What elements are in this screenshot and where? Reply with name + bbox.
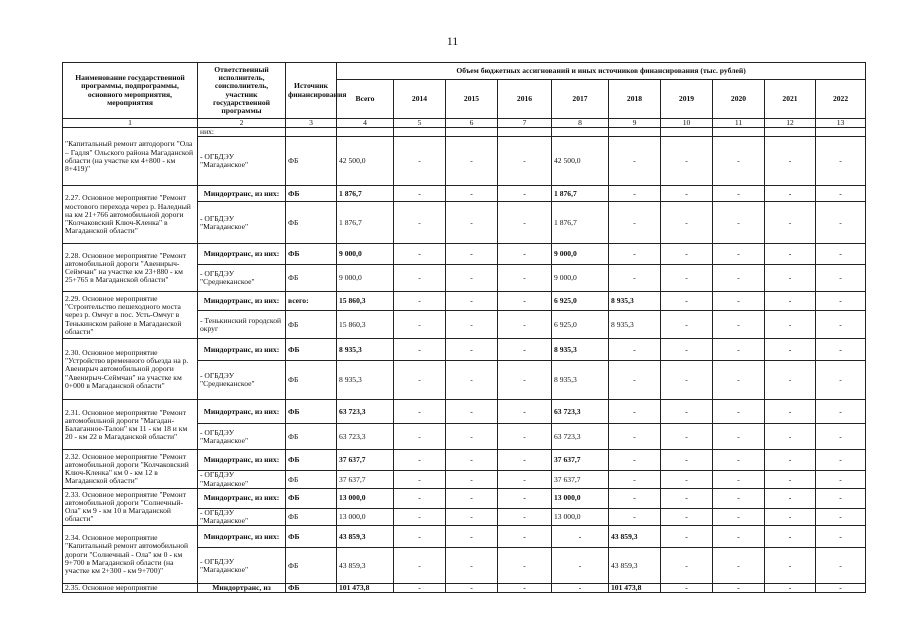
activity-name: 2.30. Основное мероприятие "Устройство временного объезда на р. Авенирыч автомобильной дороги "Авенирыч-Сеймчан" на участке км 0+000 в Магаданской области" (63, 339, 198, 400)
year-amount-2015: - (446, 202, 498, 244)
year-amount-2016: - (498, 450, 552, 471)
table-row (63, 292, 866, 311)
year-amount-2014: - (394, 339, 446, 361)
year-amount-2019: - (661, 265, 713, 292)
year-amount-2017: 63 723,3 (552, 400, 609, 424)
total-amount: 1 876,7 (337, 202, 394, 244)
year-amount-2014: - (394, 471, 446, 488)
year-amount-2015: - (446, 526, 498, 548)
year-amount-2021: - (765, 548, 816, 584)
header-year-2015: 2015 (446, 80, 498, 119)
year-amount-2022: - (816, 361, 866, 400)
year-amount-2014: - (394, 137, 446, 186)
year-amount-2017: 37 637,7 (552, 471, 609, 488)
year-amount-2022: - (816, 584, 866, 593)
responsible-executor: Миндортранс, из них: (198, 526, 286, 548)
year-amount-2014: - (394, 244, 446, 265)
year-amount-2015: - (446, 488, 498, 508)
header-year-2016: 2016 (498, 80, 552, 119)
header-year-2021: 2021 (765, 80, 816, 119)
year-amount-2015: - (446, 265, 498, 292)
year-amount-2016: - (498, 339, 552, 361)
year-amount-2014: - (394, 400, 446, 424)
activity-name: 2.34. Основное мероприятие "Капитальный ремонт автомобильной дороги "Солнечный - Ола" км 0 - км 9+700 в Магаданской области (на участке км 2+300 - км 9+700)" (63, 526, 198, 584)
header-year-2018: 2018 (609, 80, 661, 119)
year-amount-2018: - (609, 471, 661, 488)
responsible-executor: Миндортранс, из них: (198, 292, 286, 311)
year-amount-2021: - (765, 202, 816, 244)
year-amount-2017: 42 500,0 (552, 137, 609, 186)
year-amount-2016: - (498, 584, 552, 593)
table-row (63, 584, 866, 593)
year-amount-2022: - (816, 424, 866, 450)
responsible-executor: Миндортранс, из них: (198, 400, 286, 424)
year-amount-2015: - (446, 424, 498, 450)
responsible-executor: - ОГБДЭУ "Магаданское" (198, 471, 286, 488)
year-amount-2019: - (661, 488, 713, 508)
year-amount-2016: - (498, 424, 552, 450)
year-amount-2015: - (446, 548, 498, 584)
table-row (63, 526, 866, 548)
year-amount-2020: - (713, 244, 765, 265)
year-amount-2020: - (713, 488, 765, 508)
responsible-executor: - ОГБДЭУ "Магаданское" (198, 508, 286, 525)
year-amount-2020: - (713, 526, 765, 548)
year-amount-2018: - (609, 339, 661, 361)
year-amount-2014: - (394, 548, 446, 584)
funding-source: ФБ (286, 137, 337, 186)
year-amount-2019: - (661, 584, 713, 593)
year-amount-2020 (713, 128, 765, 137)
year-amount-2017 (552, 128, 609, 137)
funding-source: ФБ (286, 584, 337, 593)
year-amount-2021: - (765, 508, 816, 525)
year-amount-2014: - (394, 424, 446, 450)
year-amount-2022: - (816, 137, 866, 186)
funding-source: ФБ (286, 548, 337, 584)
table-row (63, 244, 866, 265)
year-amount-2016: - (498, 186, 552, 202)
year-amount-2020: - (713, 265, 765, 292)
activity-name: 2.28. Основное мероприятие "Ремонт автомобильной дороги "Авенирыч-Сеймчан" на участке км 23+880 - км 25+765 в Магаданской области" (63, 244, 198, 292)
responsible-executor: Миндортранс, из них: (198, 186, 286, 202)
year-amount-2019: - (661, 311, 713, 339)
year-amount-2021: - (765, 265, 816, 292)
year-amount-2021: - (765, 584, 816, 593)
responsible-executor: - ОГБДЭУ "Магаданское" (198, 202, 286, 244)
column-number: 6 (446, 119, 498, 128)
responsible-executor: - ОГБДЭУ "Среднеканское" (198, 361, 286, 400)
year-amount-2019: - (661, 508, 713, 525)
year-amount-2016 (498, 128, 552, 137)
header-year-2014: 2014 (394, 80, 446, 119)
year-amount-2015: - (446, 137, 498, 186)
year-amount-2019: - (661, 244, 713, 265)
column-number: 11 (713, 119, 765, 128)
year-amount-2017: 1 876,7 (552, 202, 609, 244)
column-number: 3 (286, 119, 337, 128)
year-amount-2016: - (498, 292, 552, 311)
year-amount-2022: - (816, 450, 866, 471)
year-amount-2021 (765, 128, 816, 137)
year-amount-2014: - (394, 311, 446, 339)
year-amount-2021: - (765, 137, 816, 186)
year-amount-2019: - (661, 292, 713, 311)
year-amount-2019: - (661, 471, 713, 488)
year-amount-2021: - (765, 311, 816, 339)
responsible-executor: Миндортранс, из (198, 584, 286, 593)
column-number: 9 (609, 119, 661, 128)
column-number: 5 (394, 119, 446, 128)
page-number: 11 (446, 34, 459, 48)
year-amount-2014 (394, 128, 446, 137)
year-amount-2017: 6 925,0 (552, 292, 609, 311)
year-amount-2015: - (446, 292, 498, 311)
year-amount-2021: - (765, 488, 816, 508)
year-amount-2019: - (661, 339, 713, 361)
total-amount: 42 500,0 (337, 137, 394, 186)
year-amount-2020: - (713, 508, 765, 525)
year-amount-2016: - (498, 471, 552, 488)
year-amount-2018: - (609, 424, 661, 450)
header-responsible: Ответственный исполнитель, соисполнитель, участник государственной программы (198, 63, 286, 119)
total-amount: 37 637,7 (337, 450, 394, 471)
year-amount-2015: - (446, 400, 498, 424)
header-name: Наименование государственной программы, подпрограммы, основного мероприятия, мероприятия (63, 63, 198, 119)
year-amount-2020: - (713, 311, 765, 339)
year-amount-2020: - (713, 424, 765, 450)
funding-source: ФБ (286, 450, 337, 471)
year-amount-2016: - (498, 508, 552, 525)
year-amount-2017: 1 876,7 (552, 186, 609, 202)
funding-source: ФБ (286, 488, 337, 508)
responsible-executor: них: (198, 128, 286, 137)
year-amount-2020: - (713, 292, 765, 311)
table-row (63, 186, 866, 202)
year-amount-2016: - (498, 311, 552, 339)
year-amount-2021: - (765, 424, 816, 450)
column-number: 1 (63, 119, 198, 128)
year-amount-2018: - (609, 202, 661, 244)
year-amount-2020: - (713, 450, 765, 471)
activity-name: 2.32. Основное мероприятие "Ремонт автомобильной дороги "Колчаковский Ключ-Кленка" км 0 - км 12 в Магаданской области" (63, 450, 198, 488)
year-amount-2018 (609, 128, 661, 137)
year-amount-2017: 37 637,7 (552, 450, 609, 471)
year-amount-2022: - (816, 292, 866, 311)
responsible-executor: - ОГБДЭУ "Магаданское" (198, 137, 286, 186)
total-amount: 9 000,0 (337, 265, 394, 292)
year-amount-2015: - (446, 361, 498, 400)
year-amount-2016: - (498, 244, 552, 265)
year-amount-2017: 63 723,3 (552, 424, 609, 450)
activity-name: "Капитальный ремонт автодороги "Ола – Гадля" Ольского района Магаданской области (на участке км 4+800 - км 8+419)" (63, 128, 198, 186)
year-amount-2016: - (498, 400, 552, 424)
total-amount: 1 876,7 (337, 186, 394, 202)
year-amount-2021: - (765, 450, 816, 471)
year-amount-2020: - (713, 471, 765, 488)
year-amount-2022 (816, 128, 866, 137)
table-row (63, 450, 866, 471)
year-amount-2020: - (713, 400, 765, 424)
year-amount-2019: - (661, 548, 713, 584)
year-amount-2015: - (446, 339, 498, 361)
year-amount-2017: 13 000,0 (552, 508, 609, 525)
funding-source: ФБ (286, 361, 337, 400)
total-amount: 43 859,3 (337, 526, 394, 548)
activity-name: 2.29. Основное мероприятие "Строительство пешеходного моста через р. Омчуг в пос. Усть-Омчуг в Тенькинском районе в Магаданской области" (63, 292, 198, 339)
total-amount (337, 128, 394, 137)
year-amount-2017: 9 000,0 (552, 244, 609, 265)
responsible-executor: - ОГБДЭУ "Среднеканское" (198, 265, 286, 292)
year-amount-2019: - (661, 424, 713, 450)
year-amount-2021: - (765, 471, 816, 488)
table-row (63, 339, 866, 361)
year-amount-2022: - (816, 471, 866, 488)
year-amount-2018: 43 859,3 (609, 548, 661, 584)
year-amount-2015: - (446, 584, 498, 593)
year-amount-2022: - (816, 508, 866, 525)
year-amount-2018: 8 935,3 (609, 311, 661, 339)
funding-source (286, 128, 337, 137)
header-budget-group: Объем бюджетных ассигнований и иных источников финансирования (тыс. рублей) (337, 63, 866, 80)
year-amount-2014: - (394, 584, 446, 593)
year-amount-2018: - (609, 361, 661, 400)
table-row (63, 400, 866, 424)
year-amount-2015: - (446, 311, 498, 339)
year-amount-2018: - (609, 137, 661, 186)
funding-source: ФБ (286, 471, 337, 488)
activity-name: 2.35. Основное мероприятие (63, 584, 198, 593)
year-amount-2022: - (816, 526, 866, 548)
year-amount-2019: - (661, 400, 713, 424)
header-source: Источник финансирования (286, 63, 337, 119)
total-amount: 13 000,0 (337, 508, 394, 525)
year-amount-2020: - (713, 186, 765, 202)
funding-source: ФБ (286, 339, 337, 361)
year-amount-2016: - (498, 265, 552, 292)
year-amount-2015: - (446, 186, 498, 202)
funding-source: всего: (286, 292, 337, 311)
year-amount-2022: - (816, 488, 866, 508)
year-amount-2022: - (816, 186, 866, 202)
total-amount: 37 637,7 (337, 471, 394, 488)
funding-source: ФБ (286, 400, 337, 424)
year-amount-2016: - (498, 488, 552, 508)
year-amount-2016: - (498, 137, 552, 186)
total-amount: 13 000,0 (337, 488, 394, 508)
year-amount-2018: - (609, 244, 661, 265)
year-amount-2022: - (816, 400, 866, 424)
responsible-executor: Миндортранс, из них: (198, 450, 286, 471)
year-amount-2015: - (446, 471, 498, 488)
year-amount-2022: - (816, 202, 866, 244)
activity-name: 2.33. Основное мероприятие "Ремонт автомобильной дороги "Солнечный-Ола" км 9 - км 10 в Магаданской области" (63, 488, 198, 525)
total-amount: 43 859,3 (337, 548, 394, 584)
header-year-2022: 2022 (816, 80, 866, 119)
total-amount: 101 473,8 (337, 584, 394, 593)
year-amount-2021: - (765, 361, 816, 400)
funding-source: ФБ (286, 202, 337, 244)
column-number: 10 (661, 119, 713, 128)
year-amount-2020: - (713, 339, 765, 361)
year-amount-2017: 13 000,0 (552, 488, 609, 508)
year-amount-2015: - (446, 508, 498, 525)
column-number: 4 (337, 119, 394, 128)
total-amount: 63 723,3 (337, 424, 394, 450)
year-amount-2017: - (552, 548, 609, 584)
funding-source: ФБ (286, 244, 337, 265)
header-total: Всего (337, 80, 394, 119)
year-amount-2014: - (394, 526, 446, 548)
year-amount-2019 (661, 128, 713, 137)
year-amount-2017: - (552, 526, 609, 548)
funding-source: ФБ (286, 186, 337, 202)
year-amount-2019: - (661, 137, 713, 186)
total-amount: 63 723,3 (337, 400, 394, 424)
responsible-executor: Миндортранс, из них: (198, 244, 286, 265)
funding-source: ФБ (286, 508, 337, 525)
year-amount-2022: - (816, 339, 866, 361)
year-amount-2022: - (816, 311, 866, 339)
year-amount-2017: - (552, 584, 609, 593)
header-year-2019: 2019 (661, 80, 713, 119)
year-amount-2018: - (609, 265, 661, 292)
year-amount-2021: - (765, 400, 816, 424)
year-amount-2014: - (394, 292, 446, 311)
year-amount-2020: - (713, 202, 765, 244)
year-amount-2015: - (446, 450, 498, 471)
year-amount-2020: - (713, 361, 765, 400)
year-amount-2015 (446, 128, 498, 137)
header-year-2020: 2020 (713, 80, 765, 119)
responsible-executor: - ОГБДЭУ "Магаданское" (198, 424, 286, 450)
year-amount-2018: - (609, 488, 661, 508)
year-amount-2016: - (498, 548, 552, 584)
responsible-executor: Миндортранс, из них: (198, 339, 286, 361)
year-amount-2018: 43 859,3 (609, 526, 661, 548)
year-amount-2021: - (765, 244, 816, 265)
column-number: 2 (198, 119, 286, 128)
total-amount: 15 860,3 (337, 311, 394, 339)
year-amount-2021: - (765, 186, 816, 202)
year-amount-2014: - (394, 508, 446, 525)
year-amount-2017: 9 000,0 (552, 265, 609, 292)
year-amount-2014: - (394, 450, 446, 471)
responsible-executor: - ОГБДЭУ "Магаданское" (198, 548, 286, 584)
column-number: 12 (765, 119, 816, 128)
year-amount-2014: - (394, 361, 446, 400)
year-amount-2021: - (765, 526, 816, 548)
funding-source: ФБ (286, 265, 337, 292)
year-amount-2018: 101 473,8 (609, 584, 661, 593)
year-amount-2016: - (498, 361, 552, 400)
funding-source: ФБ (286, 526, 337, 548)
year-amount-2014: - (394, 488, 446, 508)
year-amount-2022: - (816, 548, 866, 584)
activity-name: 2.31. Основное мероприятие "Ремонт автомобильной дороги "Магадан-Балаганное-Талон" км 11 - км 18 и км 20 - км 22 в Магаданской области" (63, 400, 198, 450)
column-number: 13 (816, 119, 866, 128)
year-amount-2022: - (816, 244, 866, 265)
year-amount-2020: - (713, 548, 765, 584)
year-amount-2021: - (765, 339, 816, 361)
year-amount-2014: - (394, 265, 446, 292)
funding-source: ФБ (286, 311, 337, 339)
year-amount-2018: - (609, 508, 661, 525)
total-amount: 9 000,0 (337, 244, 394, 265)
year-amount-2018: 8 935,3 (609, 292, 661, 311)
year-amount-2020: - (713, 584, 765, 593)
column-number: 8 (552, 119, 609, 128)
responsible-executor: Миндортранс, из них: (198, 488, 286, 508)
year-amount-2022: - (816, 265, 866, 292)
responsible-executor: - Тенькинский городской округ (198, 311, 286, 339)
total-amount: 8 935,3 (337, 361, 394, 400)
total-amount: 8 935,3 (337, 339, 394, 361)
year-amount-2016: - (498, 526, 552, 548)
year-amount-2017: 8 935,3 (552, 339, 609, 361)
year-amount-2018: - (609, 450, 661, 471)
year-amount-2015: - (446, 244, 498, 265)
budget-table (62, 62, 866, 593)
year-amount-2014: - (394, 186, 446, 202)
activity-name: 2.27. Основное мероприятие "Ремонт мостового перехода через р. Наледный на км 21+766 автомобильной дороги "Колчаковский Ключ-Кленка" в Магаданской области" (63, 186, 198, 244)
funding-source: ФБ (286, 424, 337, 450)
total-amount: 15 860,3 (337, 292, 394, 311)
year-amount-2019: - (661, 361, 713, 400)
year-amount-2016: - (498, 202, 552, 244)
column-number: 7 (498, 119, 552, 128)
year-amount-2018: - (609, 400, 661, 424)
table-row (63, 488, 866, 508)
year-amount-2020: - (713, 137, 765, 186)
year-amount-2018: - (609, 186, 661, 202)
year-amount-2014: - (394, 202, 446, 244)
year-amount-2019: - (661, 186, 713, 202)
year-amount-2019: - (661, 202, 713, 244)
header-year-2017: 2017 (552, 80, 609, 119)
year-amount-2017: 8 935,3 (552, 361, 609, 400)
year-amount-2019: - (661, 450, 713, 471)
year-amount-2019: - (661, 526, 713, 548)
year-amount-2017: 6 925,0 (552, 311, 609, 339)
year-amount-2021: - (765, 292, 816, 311)
table-row (63, 128, 866, 137)
